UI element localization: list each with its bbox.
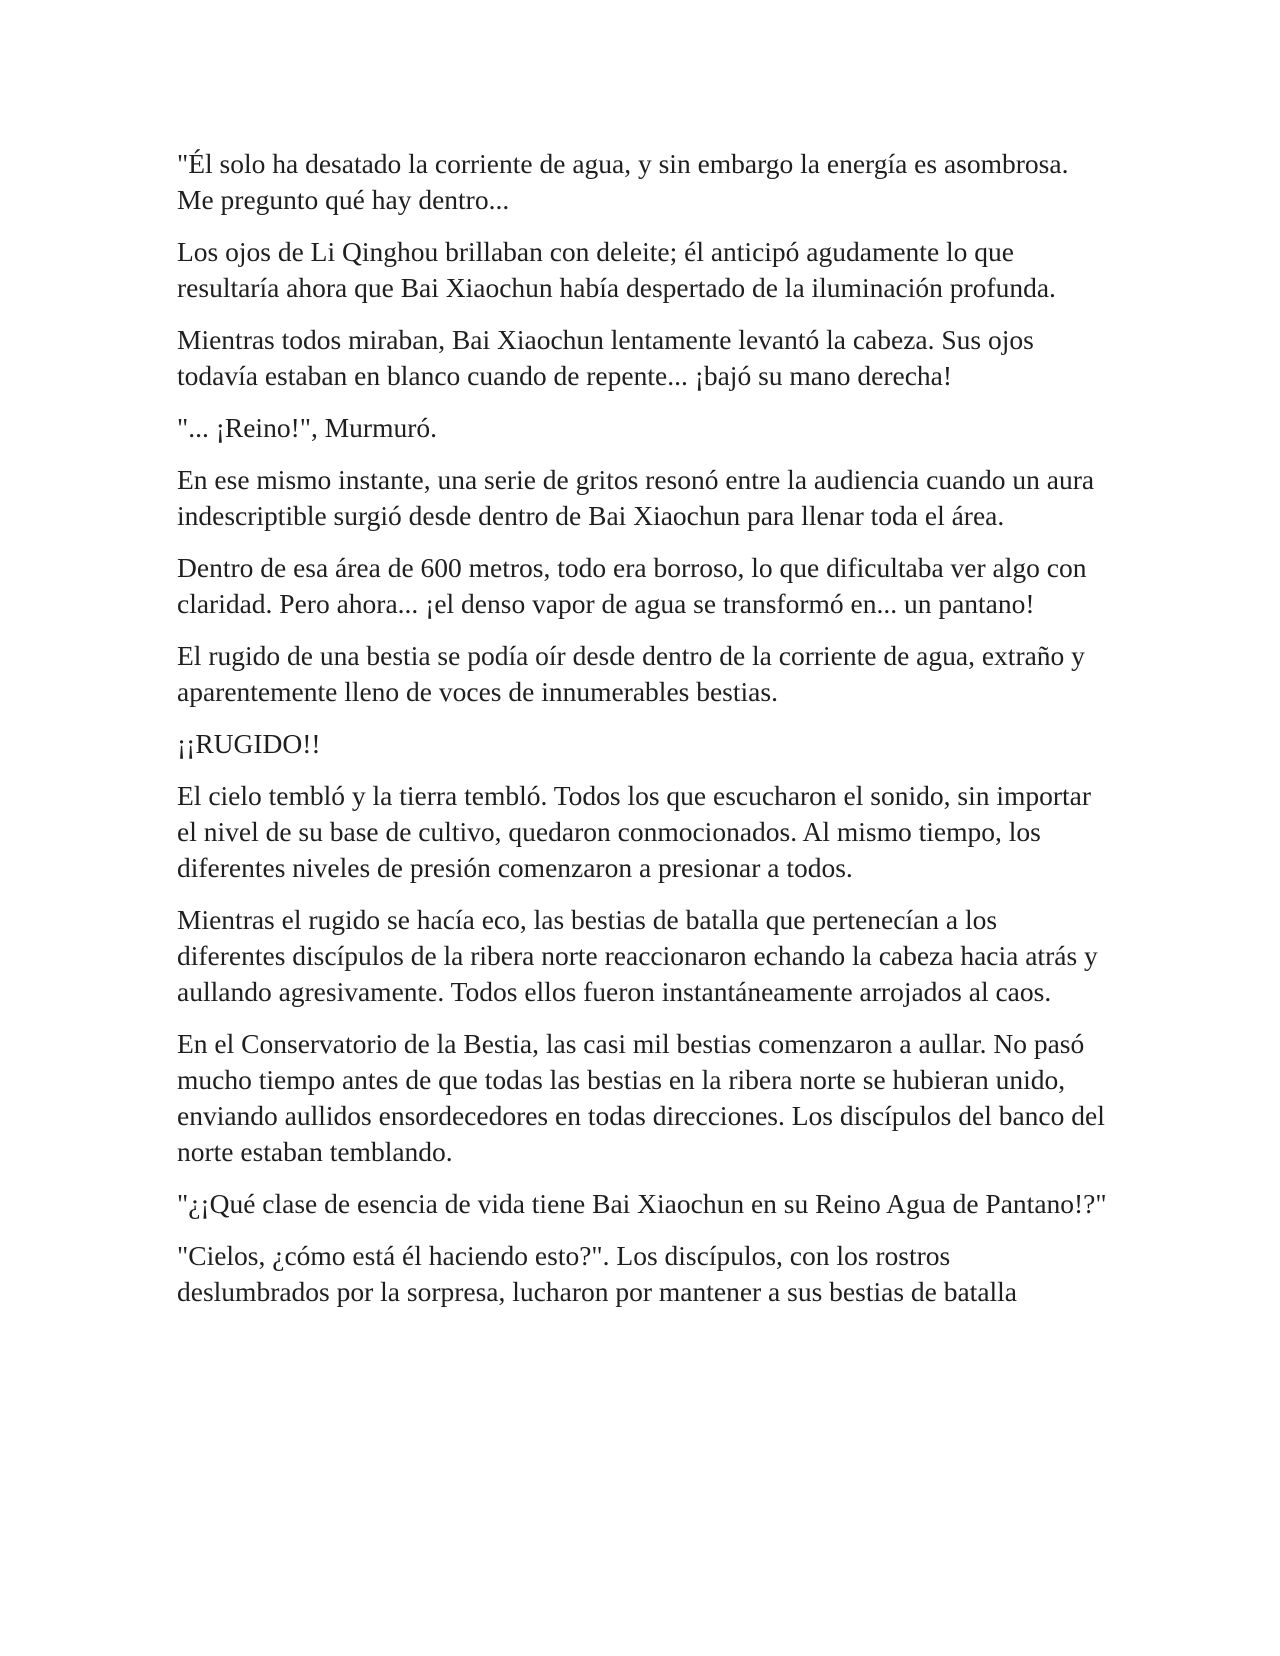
paragraph-6: Dentro de esa área de 600 metros, todo era borroso, lo que dificultaba ver algo con claridad. Pero ahora... ¡el denso vapor de agua se transformó en... un pantano! [177,552,1087,619]
paragraph-13: "Cielos, ¿cómo está él haciendo esto?". Los discípulos, con los rostros deslumbrados por la sorpresa, lucharon por mantener a sus bestias de batalla [177,1240,1018,1307]
document-body [177,146,1107,1326]
paragraph-12: "¿¡Qué clase de esencia de vida tiene Bai Xiaochun en su Reino Agua de Pantano!?" [177,1188,1107,1219]
paragraph-1: "Él solo ha desatado la corriente de agua, y sin embargo la energía es asombrosa. Me pregunto qué hay dentro... [177,148,1069,215]
paragraph-8: ¡¡RUGIDO!! [177,728,321,759]
paragraph-11: En el Conservatorio de la Bestia, las casi mil bestias comenzaron a aullar. No pasó mucho tiempo antes de que todas las bestias en la ribera norte se hubieran unido, enviando aullidos ensordecedores en todas direcciones. Los discípulos del banco del norte estaban temblando. [177,1028,1105,1167]
paragraph-3: Mientras todos miraban, Bai Xiaochun lentamente levantó la cabeza. Sus ojos todavía estaban en blanco cuando de repente... ¡bajó su mano derecha! [177,324,1034,391]
paragraph-4: "... ¡Reino!", Murmuró. [177,412,437,443]
paragraph-10: Mientras el rugido se hacía eco, las bestias de batalla que pertenecían a los diferentes discípulos de la ribera norte reaccionaron echando la cabeza hacia atrás y aullando agresivamente. Todos ellos fueron instantáneamente arrojados al caos. [177,904,1098,1007]
paragraph-7: El rugido de una bestia se podía oír desde dentro de la corriente de agua, extraño y aparentemente lleno de voces de innumerables bestias. [177,640,1085,707]
paragraph-9: El cielo tembló y la tierra tembló. Todos los que escucharon el sonido, sin importar el nivel de su base de cultivo, quedaron conmocionados. Al mismo tiempo, los diferentes niveles de presión comenzaron a presionar a todos. [177,780,1092,883]
paragraph-2: Los ojos de Li Qinghou brillaban con deleite; él anticipó agudamente lo que resultaría ahora que Bai Xiaochun había despertado de la iluminación profunda. [177,236,1056,303]
paragraph-5: En ese mismo instante, una serie de gritos resonó entre la audiencia cuando un aura indescriptible surgió desde dentro de Bai Xiaochun para llenar toda el área. [177,464,1095,531]
